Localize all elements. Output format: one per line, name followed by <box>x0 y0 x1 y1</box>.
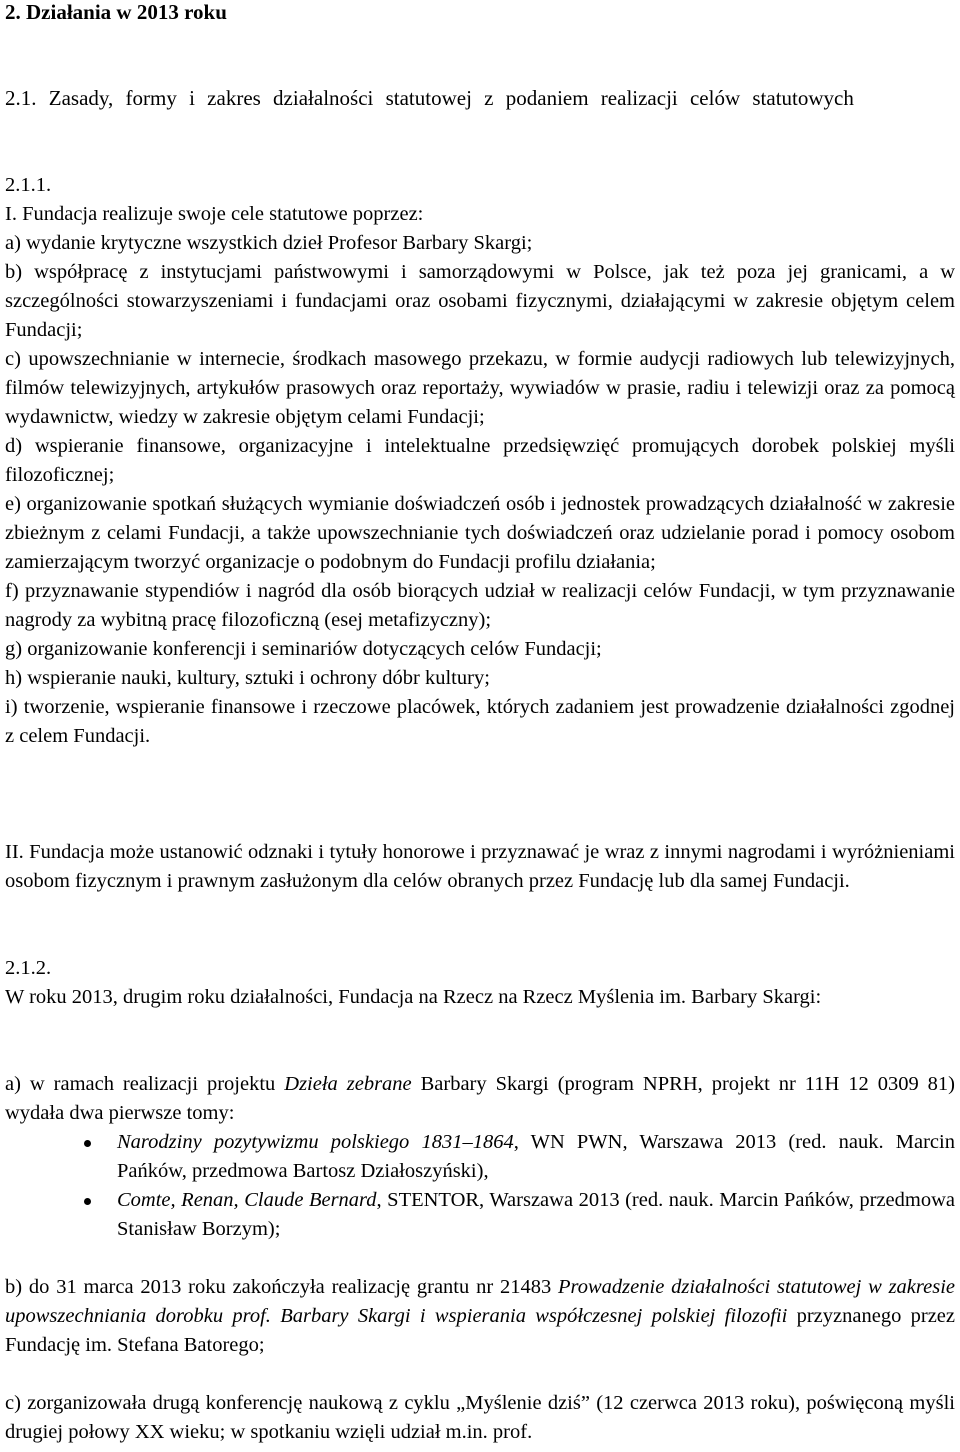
bullet-icon <box>84 1198 91 1205</box>
goal-item: a) wydanie krytyczne wszystkich dzieł Profesor Barbary Skargi; <box>5 232 533 254</box>
grant-title: Prowadzenie działalności statutowej w zakresie upowszechniania dorobku prof. Barbary Skargi i wspierania współczesnej polskiej filozofii <box>5 1276 955 1327</box>
subsection-title: 2.1. Zasady, formy i zakres działalności statutowej z podaniem realizacji celów statutowych <box>5 86 854 110</box>
activity-a: a) w ramach realizacji projektu Dzieła zebrane Barbary Skargi (program NPRH, projekt nr 11H 12 0309 81) wydała dwa pierwsze tomy: <box>5 1073 955 1124</box>
section-title: 2. Działania w 2013 roku <box>5 0 227 24</box>
activity-b: b) do 31 marca 2013 roku zakończyła realizację grantu nr 21483 Prowadzenie działalności statutowej w zakresie upowszechniania dorobku prof. Barbary Skargi i wspierania współczesnej polskiej filozofii przyznanego przez Fundację im. Stefana Batorego; <box>5 1276 955 1356</box>
goals-intro: I. Fundacja realizuje swoje cele statutowe poprzez: <box>5 203 424 225</box>
activities-intro: W roku 2013, drugim roku działalności, Fundacja na Rzecz na Rzecz Myślenia im. Barbary Skargi: <box>5 986 822 1008</box>
goal-item: i) tworzenie, wspieranie finansowe i rzeczowe placówek, których zadaniem jest prowadzenie działalności zgodnej z celem Fundacji. <box>5 696 955 747</box>
paragraph-number-212: 2.1.2. <box>5 957 52 979</box>
goal-item: d) wspieranie finansowe, organizacyjne i intelektualne przedsięwzięć promujących dorobek polskiej myśli filozoficznej; <box>5 435 955 486</box>
goal-item: b) współpracę z instytucjami państwowymi i samorządowymi w Polsce, jak też poza jej granicami, a w szczególności stowarzyszeniami i fundacjami oraz osobami fizycznymi, działającymi w zakresie objętym celem Fundacji; <box>5 261 955 341</box>
statutory-goals <box>5 200 955 751</box>
goal-item: f) przyznawanie stypendiów i nagród dla osób biorących udział w realizacji celów Fundacji, w tym przyznawanie nagrody za wybitną pracę filozoficzną (esej metafizyczny); <box>5 580 955 631</box>
book-title: Narodziny pozytywizmu polskiego 1831–1864 <box>117 1131 514 1153</box>
honorary-awards-paragraph: II. Fundacja może ustanowić odznaki i tytuły honorowe i przyznawać je wraz z innymi nagrodami i wyróżnieniami osobom fizycznym i prawnym zasłużonym dla celów obranych przez Fundację lub dla samej Fundacji. <box>5 841 955 892</box>
goal-item: h) wspieranie nauki, kultury, sztuki i ochrony dóbr kultury; <box>5 667 490 689</box>
project-title: Dzieła zebrane <box>284 1073 412 1095</box>
activity-c: c) zorganizowała drugą konferencję naukową z cyklu „Myślenie dziś” (12 czerwca 2013 roku), poświęconą myśli drugiej połowy XX wieku; w spotkaniu wzięli udział m.in. prof. <box>5 1392 955 1443</box>
goal-item: g) organizowanie konferencji i seminariów dotyczących celów Fundacji; <box>5 638 602 660</box>
goal-item: e) organizowanie spotkań służących wymianie doświadczeń osób i jednostek prowadzących działalność w zakresie zbieżnym z celami Fundacji, a także upowszechnianie tych doświadczeń oraz udzielanie porad i pomocy osobom zamierzającym tworzyć organizacje o podobnym do Fundacji profilu działania; <box>5 493 955 573</box>
published-volumes-list <box>5 1128 955 1244</box>
list-item: Comte, Renan, Claude Bernard, STENTOR, Warszawa 2013 (red. nauk. Marcin Pańków, przedmowa Stanisław Borzym); <box>5 1186 955 1244</box>
paragraph-number-211: 2.1.1. <box>5 174 52 196</box>
book-title: Comte, Renan, Claude Bernard <box>117 1189 377 1211</box>
goal-item: c) upowszechnianie w internecie, środkach masowego przekazu, w formie audycji radiowych lub telewizyjnych, filmów telewizyjnych, artykułów prasowych oraz reportaży, wywiadów w prasie, radiu i telewizji oraz za pomocą wydawnictw, wiedzy w zakresie objętym celami Fundacji; <box>5 348 955 428</box>
list-item: Narodziny pozytywizmu polskiego 1831–1864, WN PWN, Warszawa 2013 (red. nauk. Marcin Pańków, przedmowa Bartosz Działoszyński), <box>5 1128 955 1186</box>
bullet-icon <box>84 1140 91 1147</box>
